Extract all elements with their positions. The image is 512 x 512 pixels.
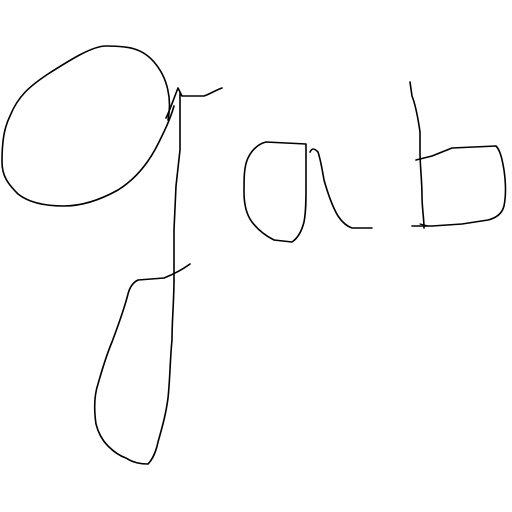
stroke-a-body	[244, 142, 306, 242]
stroke-a-tail	[310, 149, 372, 228]
stroke-g-descender	[95, 264, 190, 464]
stroke-g-stem	[166, 88, 222, 280]
stroke-b-ascender	[410, 82, 424, 228]
stroke-g-bowl	[2, 46, 174, 206]
stroke-b-bowl	[412, 146, 506, 226]
